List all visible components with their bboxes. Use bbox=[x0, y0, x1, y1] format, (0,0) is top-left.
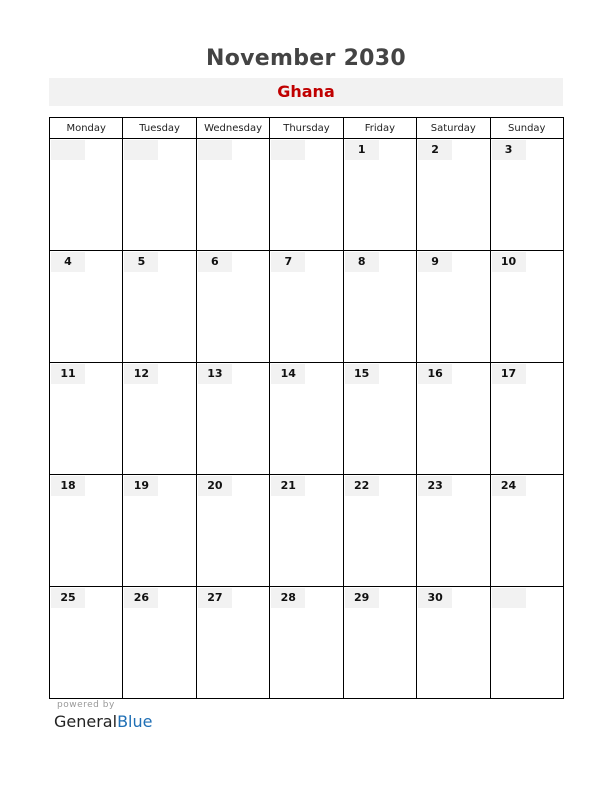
weekday-header-row bbox=[50, 118, 564, 139]
day-cell bbox=[123, 363, 196, 475]
day-number: 6 bbox=[198, 252, 232, 272]
day-cell bbox=[270, 139, 343, 251]
day-number: 13 bbox=[198, 364, 232, 384]
day-cell bbox=[490, 587, 563, 699]
day-number: 5 bbox=[124, 252, 158, 272]
brand-logo bbox=[54, 712, 152, 731]
day-number bbox=[51, 140, 85, 160]
day-number bbox=[492, 588, 526, 608]
day-number: 12 bbox=[124, 364, 158, 384]
day-cell bbox=[123, 587, 196, 699]
day-number: 28 bbox=[271, 588, 305, 608]
powered-by-label: powered by bbox=[57, 700, 115, 710]
day-cell bbox=[490, 139, 563, 251]
day-number: 9 bbox=[418, 252, 452, 272]
day-number: 30 bbox=[418, 588, 452, 608]
day-cell bbox=[123, 139, 196, 251]
day-cell bbox=[50, 363, 123, 475]
day-number: 23 bbox=[418, 476, 452, 496]
day-number: 22 bbox=[345, 476, 379, 496]
week-row bbox=[50, 475, 564, 587]
day-cell bbox=[417, 363, 490, 475]
day-cell bbox=[270, 587, 343, 699]
week-row bbox=[50, 251, 564, 363]
day-number bbox=[198, 140, 232, 160]
day-cell bbox=[50, 587, 123, 699]
day-number: 29 bbox=[345, 588, 379, 608]
day-number: 21 bbox=[271, 476, 305, 496]
day-cell bbox=[196, 363, 269, 475]
weekday-friday: Friday bbox=[343, 118, 416, 139]
day-number: 20 bbox=[198, 476, 232, 496]
weekday-sunday: Sunday bbox=[490, 118, 563, 139]
day-number bbox=[124, 140, 158, 160]
day-cell bbox=[343, 587, 416, 699]
day-cell bbox=[490, 475, 563, 587]
day-number: 18 bbox=[51, 476, 85, 496]
day-cell bbox=[50, 475, 123, 587]
day-cell bbox=[417, 139, 490, 251]
day-number: 11 bbox=[51, 364, 85, 384]
day-number: 3 bbox=[492, 140, 526, 160]
day-cell bbox=[123, 251, 196, 363]
weekday-saturday: Saturday bbox=[417, 118, 490, 139]
day-number: 19 bbox=[124, 476, 158, 496]
brand-name-general: General bbox=[54, 712, 118, 731]
day-number: 26 bbox=[124, 588, 158, 608]
day-number: 24 bbox=[492, 476, 526, 496]
week-row bbox=[50, 139, 564, 251]
day-cell bbox=[343, 251, 416, 363]
day-cell bbox=[196, 475, 269, 587]
page-title: November 2030 bbox=[205, 46, 407, 71]
day-cell bbox=[343, 363, 416, 475]
day-number: 1 bbox=[345, 140, 379, 160]
day-cell bbox=[50, 139, 123, 251]
week-row bbox=[50, 587, 564, 699]
day-number: 10 bbox=[492, 252, 526, 272]
day-cell bbox=[270, 251, 343, 363]
calendar-grid bbox=[49, 117, 564, 699]
day-cell bbox=[343, 475, 416, 587]
day-number: 25 bbox=[51, 588, 85, 608]
week-row bbox=[50, 363, 564, 475]
day-cell bbox=[343, 139, 416, 251]
day-cell bbox=[417, 475, 490, 587]
day-cell bbox=[417, 587, 490, 699]
day-cell bbox=[196, 139, 269, 251]
day-number: 8 bbox=[345, 252, 379, 272]
weekday-wednesday: Wednesday bbox=[196, 118, 269, 139]
day-cell bbox=[490, 251, 563, 363]
country-label: Ghana bbox=[277, 82, 335, 101]
weekday-thursday: Thursday bbox=[270, 118, 343, 139]
day-cell bbox=[270, 475, 343, 587]
day-number: 14 bbox=[271, 364, 305, 384]
day-number: 27 bbox=[198, 588, 232, 608]
weekday-monday: Monday bbox=[50, 118, 123, 139]
country-banner bbox=[49, 78, 563, 106]
day-number: 4 bbox=[51, 252, 85, 272]
day-cell bbox=[196, 251, 269, 363]
day-cell bbox=[417, 251, 490, 363]
day-number: 16 bbox=[418, 364, 452, 384]
day-number: 7 bbox=[271, 252, 305, 272]
day-cell bbox=[123, 475, 196, 587]
day-number: 15 bbox=[345, 364, 379, 384]
day-cell bbox=[270, 363, 343, 475]
weekday-tuesday: Tuesday bbox=[123, 118, 196, 139]
day-cell bbox=[50, 251, 123, 363]
day-number bbox=[271, 140, 305, 160]
brand-name-blue: Blue bbox=[117, 712, 153, 731]
day-number: 2 bbox=[418, 140, 452, 160]
day-cell bbox=[490, 363, 563, 475]
day-cell bbox=[196, 587, 269, 699]
day-number: 17 bbox=[492, 364, 526, 384]
